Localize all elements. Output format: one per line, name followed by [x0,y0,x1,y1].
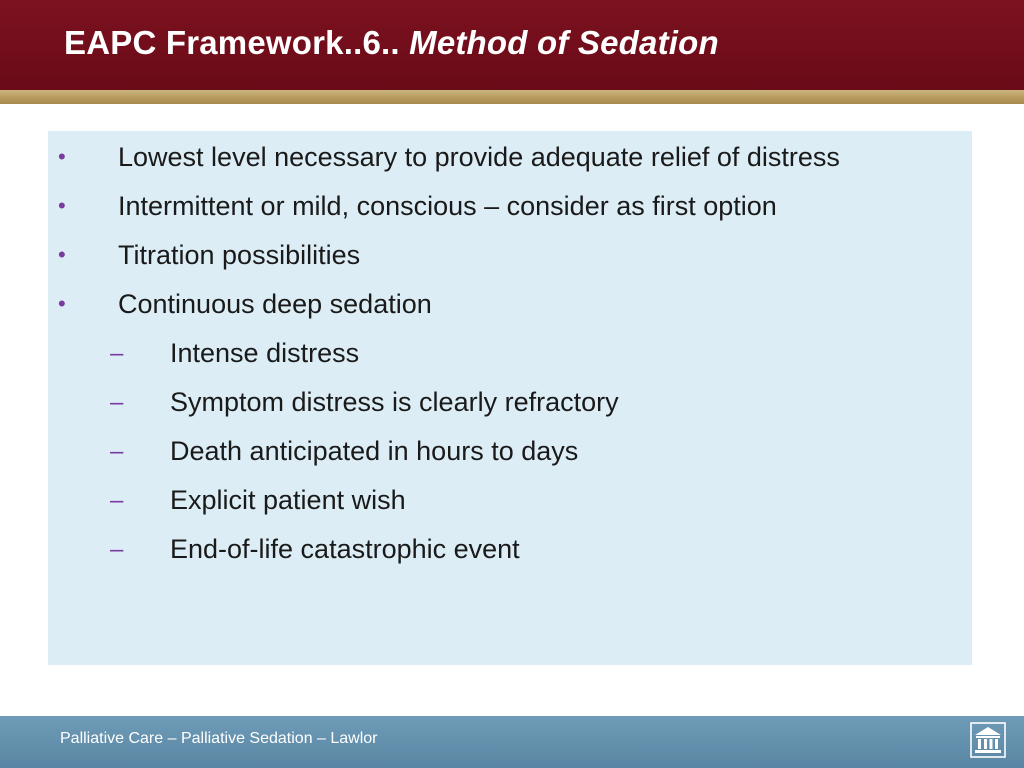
dash-marker: – [110,340,124,367]
title-main: EAPC Framework..6.. [64,24,410,61]
footer-text: Palliative Care – Palliative Sedation – Lawlor [60,730,378,747]
sub-item-text: Death anticipated in hours to days [170,436,579,466]
dash-marker: – [110,438,124,465]
content-panel [48,131,972,665]
bullet-marker: • [58,144,66,169]
bullet-text: Continuous deep sedation [118,289,432,319]
slide-footer [0,716,1024,768]
bullet-marker: • [58,291,66,316]
bullet-marker: • [58,242,66,267]
dash-marker: – [110,487,124,514]
sub-item-text: Explicit patient wish [170,485,406,515]
sub-item-text: Intense distress [170,338,360,368]
bullet-text: Titration possibilities [118,240,361,270]
sub-item-text: Symptom distress is clearly refractory [170,387,619,417]
dash-marker: – [110,536,124,563]
bullet-marker: • [58,193,66,218]
title-italic: Method of Sedation [409,24,719,61]
slide-header [0,0,1024,90]
institution-building-icon [970,722,1006,758]
sub-item-text: End-of-life catastrophic event [170,534,520,564]
slide-title [64,24,719,62]
dash-marker: – [110,389,124,416]
bullet-text: Lowest level necessary to provide adequate relief of distress [118,142,840,172]
bullet-text: Intermittent or mild, conscious – consider as first option [118,191,777,221]
header-accent-bar [0,90,1024,104]
